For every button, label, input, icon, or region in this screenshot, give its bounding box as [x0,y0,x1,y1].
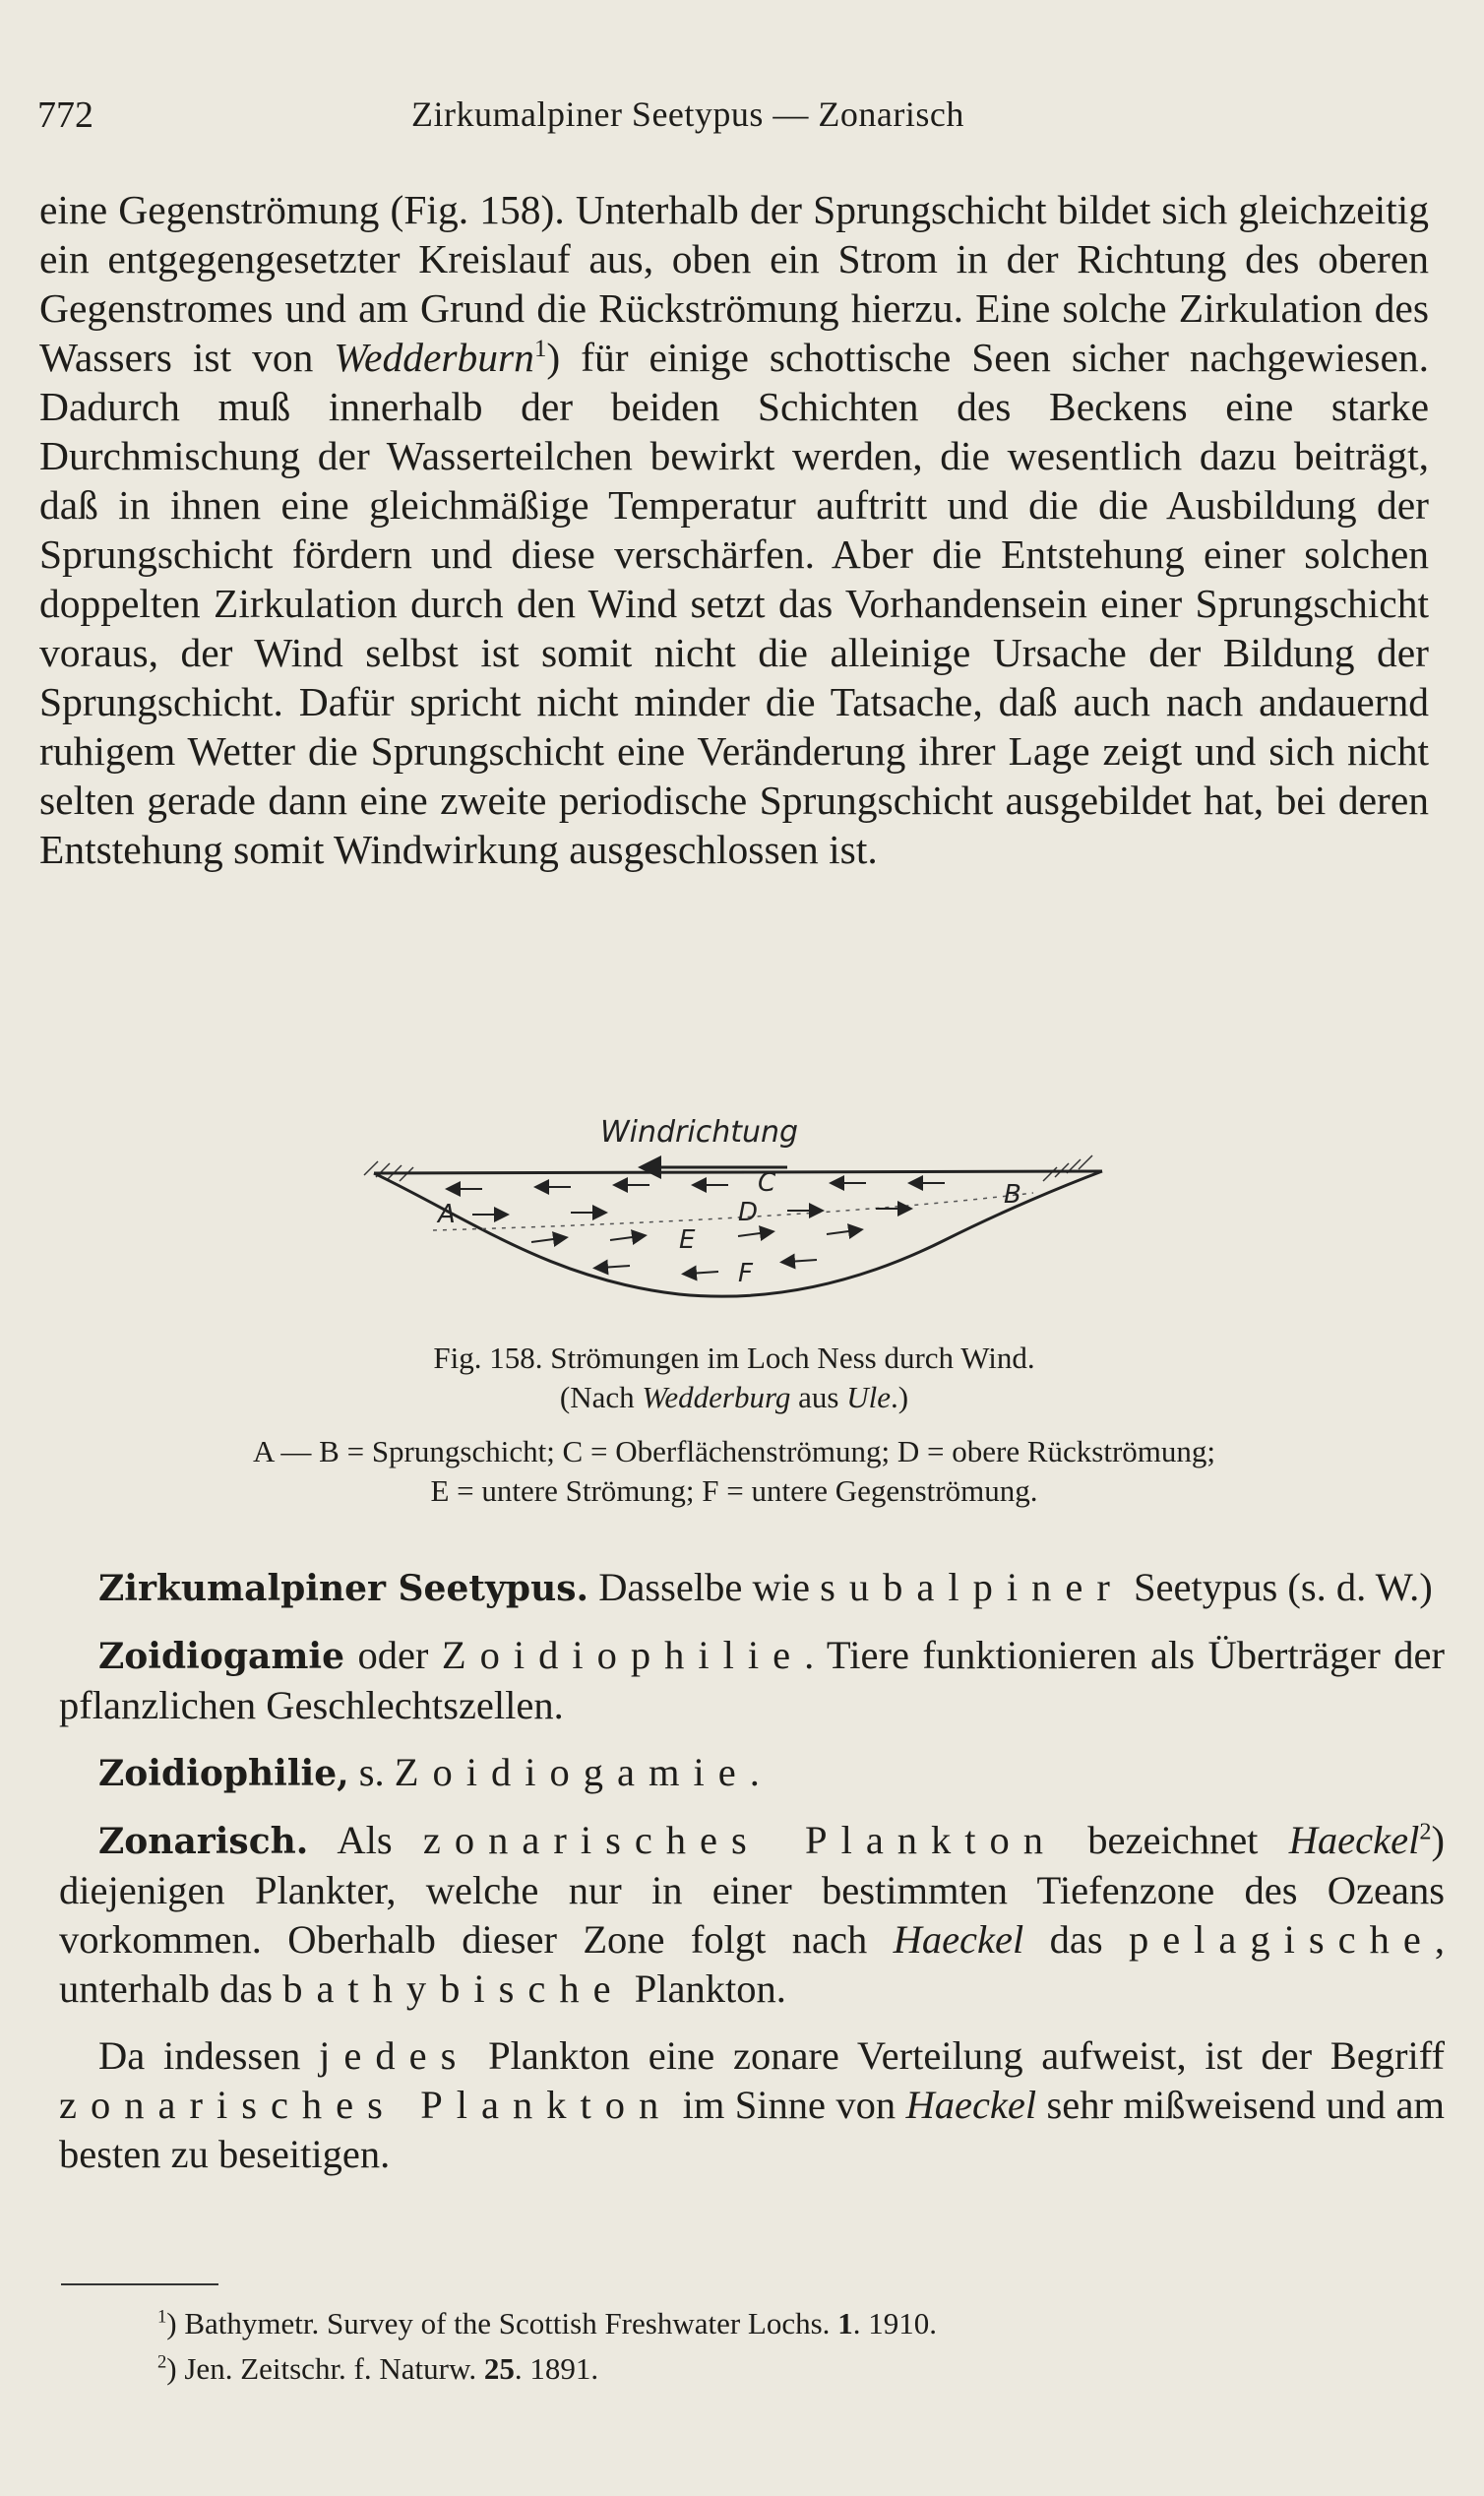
label-b: B [1004,1180,1021,1210]
footnote [157,2346,1388,2392]
text-run: aus [790,1380,847,1414]
footnote-ref: 2 [1419,1818,1432,1845]
author-name: Ule [846,1380,891,1414]
spaced-term: pelagische [1128,1917,1435,1962]
author-name: Wedderburn [334,335,534,380]
spaced-term: jedes [319,2033,470,2078]
volume-number: 25 [483,2351,515,2386]
author-name: Wedderburg [642,1380,791,1414]
footnote-divider [61,2283,218,2285]
text-run: Dasselbe wie [588,1565,821,1609]
spaced-term: zonarisches Plankton [422,1818,1058,1862]
text-run: im Sinne von [672,2083,906,2127]
text-run: (Nach [559,1380,643,1414]
text-run: das [1023,1917,1129,1962]
spaced-term: Zoidiophilie [441,1633,805,1677]
entry-zoidiogamie [59,1631,1445,1730]
footnotes [157,2301,1388,2392]
text-run: ) diejenigen Plankter, welche nur in einer bestimmten Tiefenzone des Ozeans vorkommen. Oberhalb dieser Zone folgt nach [59,1818,1445,1962]
volume-number: 1 [837,2306,853,2340]
figure-legend [39,1432,1429,1511]
spaced-term: zonarisches Plankton [59,2083,673,2127]
current-arrows [453,1183,945,1274]
author-name: Haeckel [905,2083,1037,2127]
label-f: F [738,1259,753,1288]
text-run: Seetypus (s. d. W.) [1123,1565,1433,1609]
entry-headword: Zonarisch. [98,1821,309,1862]
page-number: 772 [37,94,93,136]
text-run: . 1891. [514,2351,599,2386]
entry-zirkumalpiner [59,1563,1445,1613]
figure-caption [39,1339,1429,1417]
text-run: ) Jen. Zeitschr. f. Naturw. [166,2351,484,2386]
body-text [39,185,1429,874]
entry-headword: Zirkumalpiner Seetypus. [98,1568,589,1609]
footnote-ref: 1 [533,336,547,363]
lake-current-diagram [354,1112,1142,1358]
running-title: Zirkumalpiner Seetypus — Zonarisch [411,94,964,134]
diagram-letters [436,1168,1021,1288]
label-c: C [758,1168,776,1198]
caption-source [39,1378,1429,1417]
text-run: Da indessen [98,2033,320,2078]
wind-label: Windrichtung [600,1115,799,1150]
label-a: A [438,1200,456,1229]
entry-headword: Zoidiophilie, [98,1753,349,1794]
water-surface [374,1171,1102,1173]
paragraph [39,185,1429,874]
entry-zoidiophilie [59,1748,1445,1798]
text-run: . [749,1750,760,1794]
label-e: E [679,1225,696,1255]
entry-headword: Zoidiogamie [98,1636,344,1677]
author-name: Haeckel [893,1917,1024,1962]
figure-diagram [354,1112,1142,1358]
entry-zonarisch [59,1816,1445,2014]
text-run: sehr mißweisend und am besten zu beseitigen. [59,2083,1445,2176]
text-run: ) für einige schottische Seen sicher nachgewiesen. Dadurch muß innerhalb der beiden Schichten des Beckens eine starke Durchmischung der Wasserteilchen bewirkt werden, die wesentlich dazu beiträgt, daß in ihnen eine gleichmäßige Temperatur auftritt und die die Ausbildung der Sprungschicht fördern und diese verschärfen. Aber die Entstehung einer solchen doppelten Zirkulation durch den Wind setzt das Vorhandensein einer Sprungschicht voraus, der Wind selbst ist somit nicht die alleinige Ursache der Bildung der Sprungschicht. Dafür spricht nicht minder die Tatsache, daß auch nach andauernd ruhigem Wetter die Sprungschicht eine Veränderung ihrer Lage zeigt und sich nicht selten gerade dann eine zweite periodische Sprungschicht ausgebildet hat, bei deren Entstehung somit Windwirkung ausgeschlossen ist. [39,335,1429,872]
legend-line: A — B = Sprungschicht; C = Oberflächenströmung; D = obere Rückströmung; [252,1434,1215,1468]
text-run: . Tiere funktionieren als Überträger der pflanzlichen Geschlechtszellen. [59,1633,1445,1727]
text-run: bezeichnet [1057,1818,1289,1862]
text-run: eine Gegenströmung (Fig. 158). Unterhalb der Sprungschicht bildet sich gleichzeitig ein entgegengesetzter Kreislauf aus, oben ein Strom in der Richtung des oberen Gegenstromes und am Grund die Rückströmung hierzu. Eine solche Zirkulation des Wassers ist von [39,187,1429,380]
text-run: .) [890,1380,909,1414]
text-run: ) Bathymetr. Survey of the Scottish Freshwater Lochs. [166,2306,838,2340]
text-run: , unterhalb das [59,1917,1445,2011]
author-name: Haeckel [1288,1818,1420,1862]
spaced-term: bathybische [282,1966,625,2011]
spaced-term: subalpiner [820,1565,1124,1609]
footnote-mark: 1 [157,2306,167,2328]
label-d: D [738,1198,759,1227]
dictionary-entries [59,1563,1445,2197]
text-run: . 1910. [852,2306,937,2340]
thermocline-line [433,1193,1033,1230]
text-run: Plankton eine zonare Verteilung aufweist, ist der Begriff [469,2033,1445,2078]
text-run: oder [344,1633,442,1677]
page-header [37,94,1435,153]
caption-line: Fig. 158. Strömungen im Loch Ness durch Wind. [433,1341,1035,1375]
footnote [157,2301,1388,2346]
text-run: s. [348,1750,395,1794]
spaced-term: Zoidiogamie [394,1750,750,1794]
text-run: Als [308,1818,423,1862]
text-run: Plankton. [624,1966,786,2011]
paragraph [59,2031,1445,2179]
footnote-mark: 2 [157,2351,167,2373]
legend-line: E = untere Strömung; F = untere Gegenströmung. [430,1473,1038,1508]
